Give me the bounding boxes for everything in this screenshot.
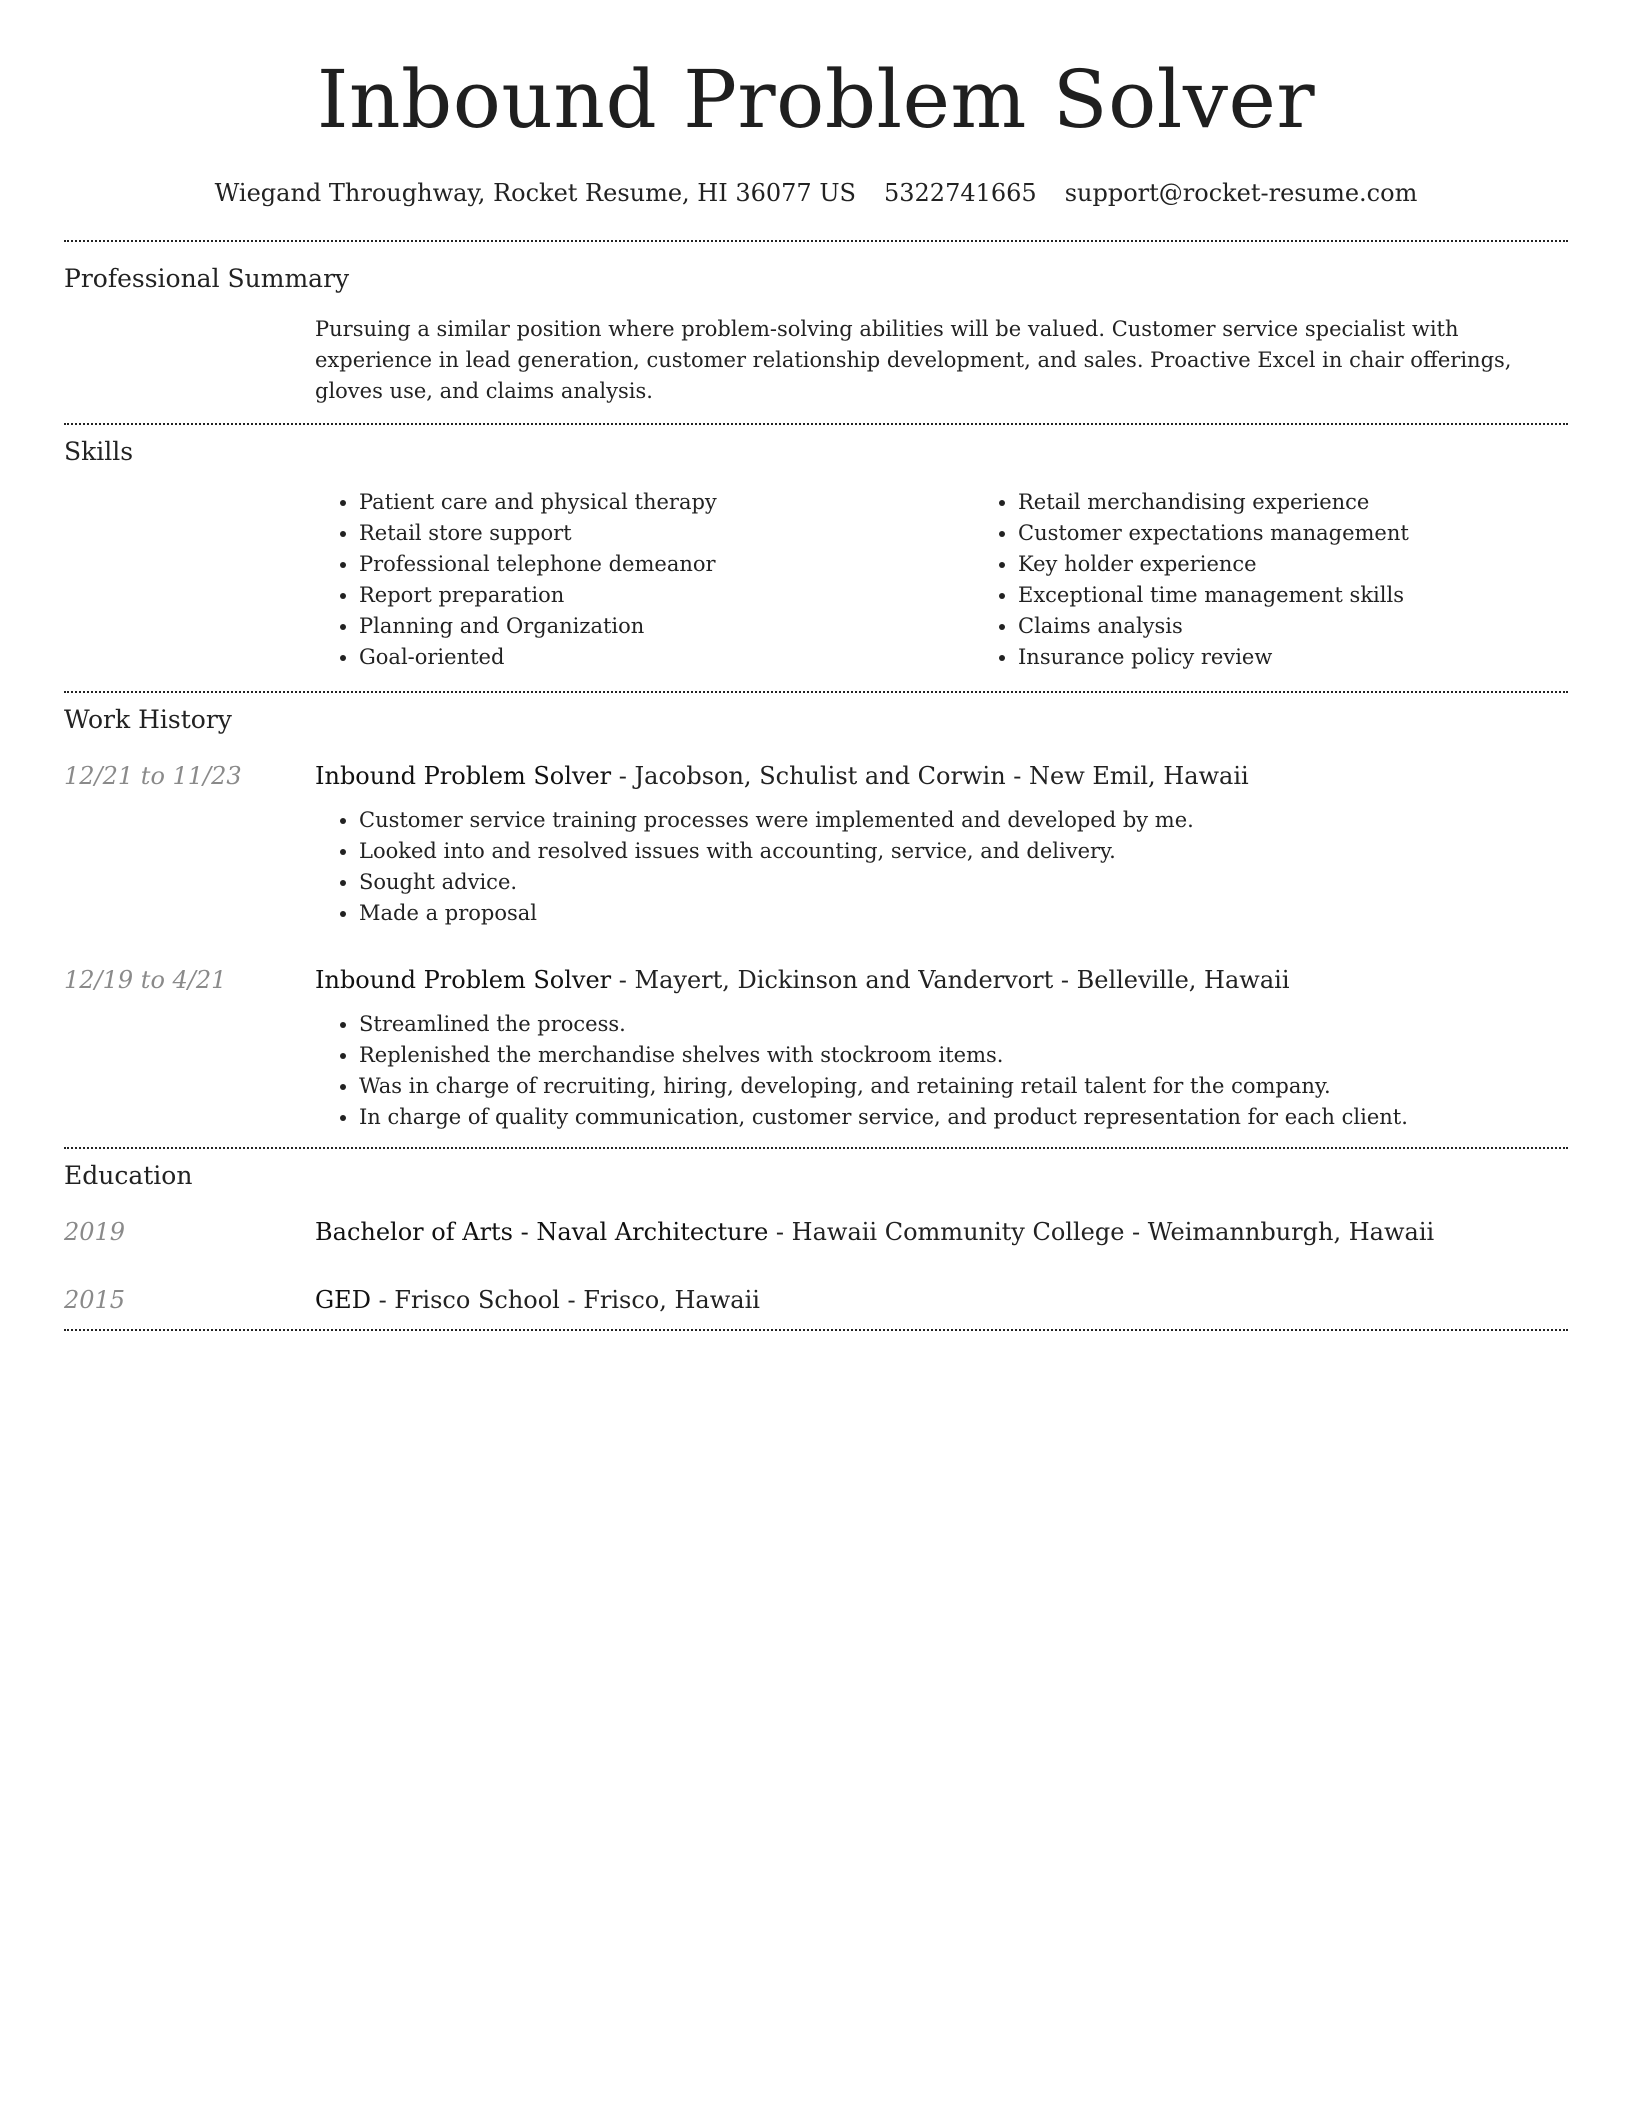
section-title-summary: Professional Summary [64,264,350,293]
work-section [64,693,1568,1147]
list-item: • Planning and Organization [359,611,974,642]
education-degree: Bachelor of Arts - Naval Architecture [315,1218,769,1246]
section-title-education: Education [64,1161,193,1190]
job-bullets [315,1009,1568,1133]
list-item: • Key holder experience [1018,549,1632,580]
job-title: Inbound Problem Solver [315,966,612,994]
skills-list-right [974,487,1632,673]
job-details: - Jacobson, Schulist and Corwin - New Emil, Hawaii [611,762,1249,790]
summary-section [64,242,1568,423]
contact-phone: 5322741665 [884,179,1037,207]
list-item: • Goal-oriented [359,642,974,673]
education-details: - Hawaii Community College - Weimannburgh, Hawaii [768,1218,1435,1246]
list-item: • Customer expectations management [1018,518,1632,549]
list-item: • Professional telephone demeanor [359,549,974,580]
summary-text: Pursuing a similar position where problem-solving abilities will be valued. Customer service specialist with experience in lead generation, customer relationship development, and sales. Proactive Excel in chair offerings, gloves use, and claims analysis. [315,317,1512,403]
list-item: • Report preparation [359,580,974,611]
list-item: • Retail merchandising experience [1018,487,1632,518]
job-entry [64,963,1568,1133]
list-item: • In charge of quality communication, customer service, and product representation for each client. [359,1102,1568,1133]
section-title-work: Work History [64,705,232,734]
section-title-skills: Skills [64,437,134,466]
skills-section [64,425,1568,691]
job-title: Inbound Problem Solver [315,762,612,790]
job-details: - Mayert, Dickinson and Vandervort - Belleville, Hawaii [611,966,1290,994]
contact-line [64,176,1568,210]
education-details: - Frisco School - Frisco, Hawaii [370,1286,760,1314]
list-item: • Retail store support [359,518,974,549]
list-item: • Exceptional time management skills [1018,580,1632,611]
list-item: • Insurance policy review [1018,642,1632,673]
job-dates: 12/19 to 4/21 [64,966,227,994]
education-entry [64,1215,1568,1249]
list-item: • Streamlined the process. [359,1009,1568,1040]
job-entry [64,759,1568,929]
job-bullets [315,805,1568,929]
contact-email: support@rocket-resume.com [1064,179,1418,207]
list-item: • Claims analysis [1018,611,1632,642]
job-heading [315,963,1568,997]
education-year: 2015 [64,1286,126,1314]
list-item: • Made a proposal [359,898,1568,929]
candidate-name: Inbound Problem Solver [316,53,1316,146]
job-heading [315,759,1568,793]
contact-address: Wiegand Throughway, Rocket Resume, HI 36077 US [214,179,856,207]
education-section [64,1149,1568,1329]
education-entry [64,1283,1568,1317]
skills-list-left [315,487,974,673]
job-dates: 12/21 to 11/23 [64,762,242,790]
list-item: • Sought advice. [359,867,1568,898]
education-degree: GED [315,1286,371,1314]
list-item: • Patient care and physical therapy [359,487,974,518]
list-item: • Customer service training processes were implemented and developed by me. [359,805,1568,836]
divider [64,1329,1568,1331]
list-item: • Replenished the merchandise shelves with stockroom items. [359,1040,1568,1071]
list-item: • Was in charge of recruiting, hiring, developing, and retaining retail talent for the company. [359,1071,1568,1102]
education-year: 2019 [64,1218,126,1246]
list-item: • Looked into and resolved issues with accounting, service, and delivery. [359,836,1568,867]
